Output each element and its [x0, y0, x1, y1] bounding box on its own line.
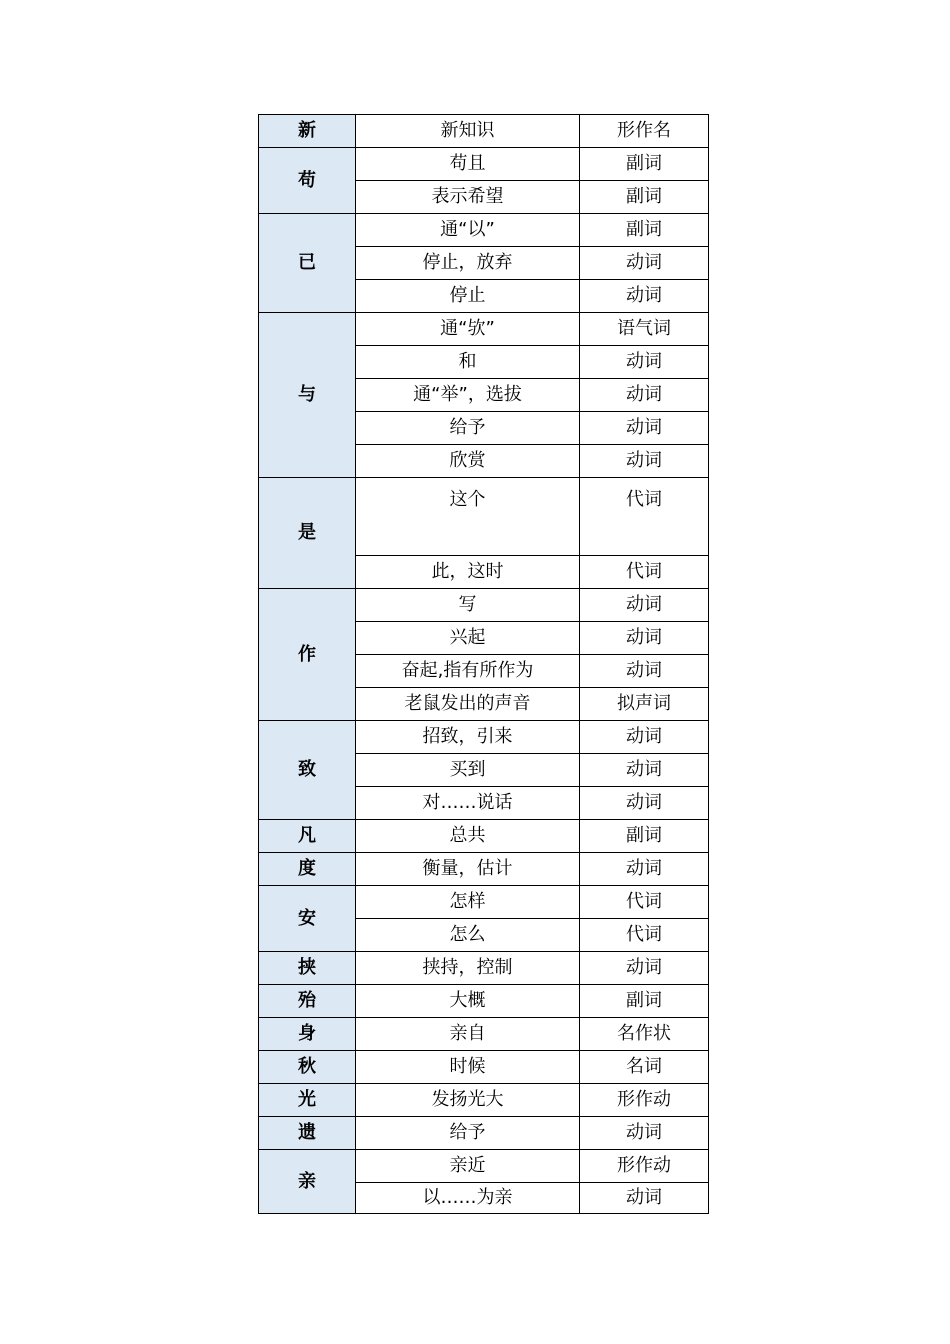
meaning-cell: 挟持，控制: [356, 952, 580, 985]
part-of-speech-cell: 动词: [580, 853, 709, 886]
headword-cell: 秋: [259, 1051, 356, 1084]
part-of-speech-cell: 动词: [580, 247, 709, 280]
meaning-cell: 兴起: [356, 622, 580, 655]
meaning-cell: 奋起,指有所作为: [356, 655, 580, 688]
headword-cell: 身: [259, 1018, 356, 1051]
part-of-speech-cell: 名词: [580, 1051, 709, 1084]
headword-cell: 殆: [259, 985, 356, 1018]
meaning-cell: 对……说话: [356, 787, 580, 820]
part-of-speech-cell: 动词: [580, 655, 709, 688]
headword-cell: 凡: [259, 820, 356, 853]
headword-cell: 是: [259, 478, 356, 589]
table-row: [259, 1018, 709, 1051]
meaning-cell: 亲近: [356, 1150, 580, 1183]
meaning-cell: 苟且: [356, 148, 580, 181]
meaning-cell: 买到: [356, 754, 580, 787]
part-of-speech-cell: 形作动: [580, 1150, 709, 1183]
meaning-cell: 通“以”: [356, 214, 580, 247]
meaning-cell: 亲自: [356, 1018, 580, 1051]
part-of-speech-cell: 动词: [580, 721, 709, 754]
meaning-cell: 通“欤”: [356, 313, 580, 346]
headword-cell: 亲: [259, 1150, 356, 1214]
part-of-speech-cell: 动词: [580, 952, 709, 985]
part-of-speech-cell: 动词: [580, 412, 709, 445]
table-row: [259, 1150, 709, 1183]
headword-cell: 遗: [259, 1117, 356, 1150]
meaning-cell: 总共: [356, 820, 580, 853]
meaning-cell: 停止: [356, 280, 580, 313]
part-of-speech-cell: 名作状: [580, 1018, 709, 1051]
meaning-cell: 停止，放弃: [356, 247, 580, 280]
headword-cell: 挟: [259, 952, 356, 985]
part-of-speech-cell: 副词: [580, 181, 709, 214]
table-row: [259, 148, 709, 181]
table-row: [259, 952, 709, 985]
part-of-speech-cell: 动词: [580, 445, 709, 478]
part-of-speech-cell: 代词: [580, 886, 709, 919]
table-row: [259, 985, 709, 1018]
headword-cell: 安: [259, 886, 356, 952]
part-of-speech-cell: 形作动: [580, 1084, 709, 1117]
meaning-cell: 时候: [356, 1051, 580, 1084]
meaning-cell: 大概: [356, 985, 580, 1018]
headword-cell: 致: [259, 721, 356, 820]
meaning-cell: 和: [356, 346, 580, 379]
part-of-speech-cell: 副词: [580, 214, 709, 247]
headword-cell: 与: [259, 313, 356, 478]
headword-cell: 已: [259, 214, 356, 313]
part-of-speech-cell: 副词: [580, 148, 709, 181]
part-of-speech-cell: 副词: [580, 820, 709, 853]
table-row: [259, 313, 709, 346]
meaning-cell: 衡量，估计: [356, 853, 580, 886]
meaning-cell: 怎样: [356, 886, 580, 919]
table-row: [259, 1084, 709, 1117]
part-of-speech-cell: 动词: [580, 622, 709, 655]
vocabulary-table: [258, 114, 709, 1214]
meaning-cell: 通“举”，选拔: [356, 379, 580, 412]
meaning-cell: 招致，引来: [356, 721, 580, 754]
part-of-speech-cell: 代词: [580, 556, 709, 589]
meaning-cell: 给予: [356, 412, 580, 445]
part-of-speech-cell: 动词: [580, 1117, 709, 1150]
headword-cell: 作: [259, 589, 356, 721]
part-of-speech-cell: 动词: [580, 379, 709, 412]
part-of-speech-cell: 动词: [580, 280, 709, 313]
part-of-speech-cell: 动词: [580, 787, 709, 820]
part-of-speech-cell: 副词: [580, 985, 709, 1018]
table-row: [259, 478, 709, 556]
part-of-speech-cell: 拟声词: [580, 688, 709, 721]
part-of-speech-cell: 动词: [580, 754, 709, 787]
part-of-speech-cell: 语气词: [580, 313, 709, 346]
table-row: [259, 1117, 709, 1150]
meaning-cell: 新知识: [356, 115, 580, 148]
headword-cell: 光: [259, 1084, 356, 1117]
meaning-cell: 老鼠发出的声音: [356, 688, 580, 721]
headword-cell: 苟: [259, 148, 356, 214]
table-row: [259, 1051, 709, 1084]
meaning-cell: 发扬光大: [356, 1084, 580, 1117]
table-row: [259, 214, 709, 247]
table-row: [259, 589, 709, 622]
table-row: [259, 115, 709, 148]
meaning-cell: 怎么: [356, 919, 580, 952]
headword-cell: 度: [259, 853, 356, 886]
meaning-cell: 给予: [356, 1117, 580, 1150]
part-of-speech-cell: 代词: [580, 478, 709, 556]
headword-cell: 新: [259, 115, 356, 148]
meaning-cell: 表示希望: [356, 181, 580, 214]
part-of-speech-cell: 形作名: [580, 115, 709, 148]
part-of-speech-cell: 动词: [580, 589, 709, 622]
meaning-cell: 以……为亲: [356, 1183, 580, 1214]
table-row: [259, 853, 709, 886]
meaning-cell: 这个: [356, 478, 580, 556]
table-row: [259, 820, 709, 853]
meaning-cell: 此，这时: [356, 556, 580, 589]
meaning-cell: 欣赏: [356, 445, 580, 478]
table-row: [259, 886, 709, 919]
part-of-speech-cell: 动词: [580, 346, 709, 379]
meaning-cell: 写: [356, 589, 580, 622]
part-of-speech-cell: 代词: [580, 919, 709, 952]
table-row: [259, 721, 709, 754]
table-body: [259, 115, 709, 1214]
part-of-speech-cell: 动词: [580, 1183, 709, 1214]
